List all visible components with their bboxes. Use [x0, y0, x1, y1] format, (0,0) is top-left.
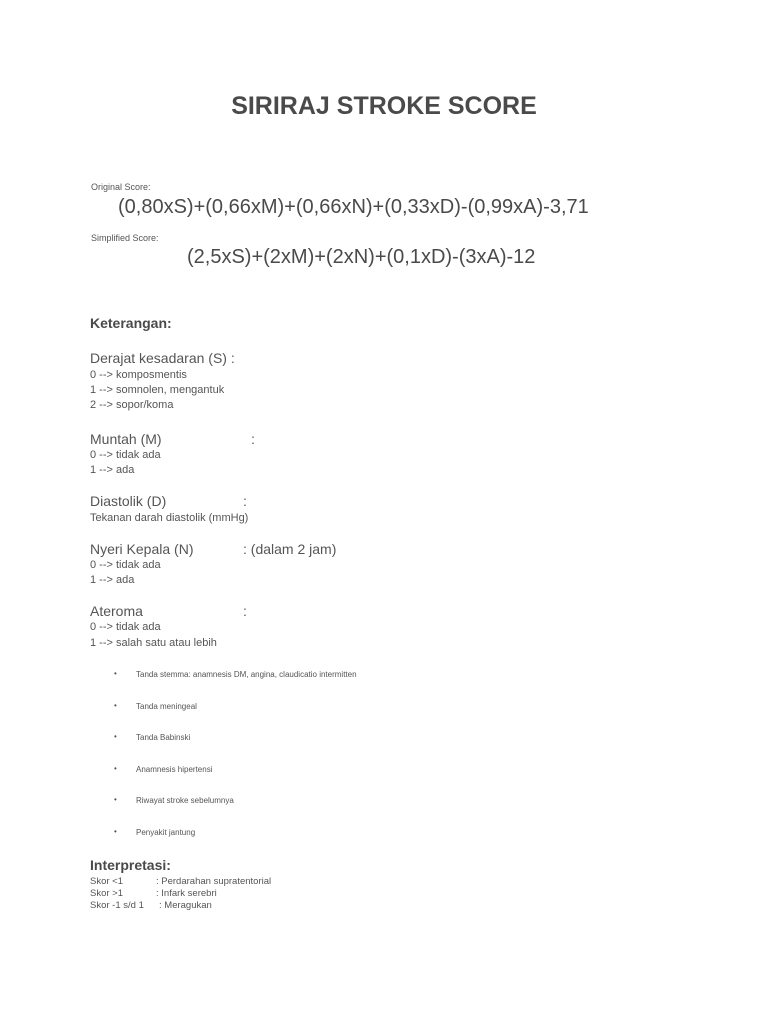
derajat-title: Derajat kesadaran (S) : — [90, 350, 235, 366]
ateroma-item: 0 --> tidak ada — [90, 621, 161, 633]
original-score-label: Original Score: — [91, 182, 151, 192]
nyeri-item: 0 --> tidak ada — [90, 559, 161, 571]
interp-value: : Infark serebri — [156, 888, 217, 899]
bullet-icon: • — [114, 795, 117, 804]
bullet-icon: • — [114, 669, 117, 678]
bullet-icon: • — [114, 827, 117, 836]
diastolik-item: Tekanan darah diastolik (mmHg) — [90, 512, 249, 524]
interp-label: Skor -1 s/d 1 — [90, 900, 144, 911]
nyeri-item: 1 --> ada — [90, 574, 135, 586]
nyeri-colon: : (dalam 2 jam) — [243, 541, 337, 557]
nyeri-title: Nyeri Kepala (N) — [90, 541, 194, 557]
ateroma-item: 1 --> salah satu atau lebih — [90, 637, 217, 649]
page-title: SIRIRAJ STROKE SCORE — [231, 92, 537, 120]
interp-label: Skor >1 — [90, 888, 124, 899]
ateroma-title: Ateroma — [90, 603, 143, 619]
muntah-item: 0 --> tidak ada — [90, 449, 161, 461]
diastolik-title: Diastolik (D) — [90, 493, 167, 509]
interpretasi-heading: Interpretasi: — [90, 857, 171, 873]
muntah-title: Muntah (M) — [90, 431, 162, 447]
interp-value: : Perdarahan supratentorial — [156, 876, 272, 887]
bullet-icon: • — [114, 764, 117, 773]
diastolik-colon: : — [243, 493, 247, 509]
simplified-score-label: Simplified Score: — [91, 233, 159, 243]
simplified-score-formula: (2,5xS)+(2xM)+(2xN)+(0,1xD)-(3xA)-12 — [187, 246, 536, 268]
interp-label: Skor <1 — [90, 876, 124, 887]
interp-value: : Meragukan — [159, 900, 212, 911]
derajat-item: 2 --> sopor/koma — [90, 399, 174, 411]
bullet-item: Anamnesis hipertensi — [136, 765, 213, 774]
bullet-item: Tanda Babinski — [136, 733, 191, 742]
muntah-colon: : — [251, 431, 255, 447]
derajat-item: 0 --> komposmentis — [90, 369, 187, 381]
bullet-item: Tanda meningeal — [136, 702, 197, 711]
bullet-icon: • — [114, 701, 117, 710]
bullet-item: Riwayat stroke sebelumnya — [136, 796, 234, 805]
bullet-icon: • — [114, 732, 117, 741]
derajat-item: 1 --> somnolen, mengantuk — [90, 384, 225, 396]
bullet-item: Tanda stemma: anamnesis DM, angina, claudicatio intermitten — [136, 670, 357, 679]
original-score-formula: (0,80xS)+(0,66xM)+(0,66xN)+(0,33xD)-(0,99xA)-3,71 — [118, 196, 589, 218]
bullet-item: Penyakit jantung — [136, 828, 196, 837]
keterangan-heading: Keterangan: — [90, 315, 172, 331]
muntah-item: 1 --> ada — [90, 464, 135, 476]
ateroma-colon: : — [243, 603, 247, 619]
